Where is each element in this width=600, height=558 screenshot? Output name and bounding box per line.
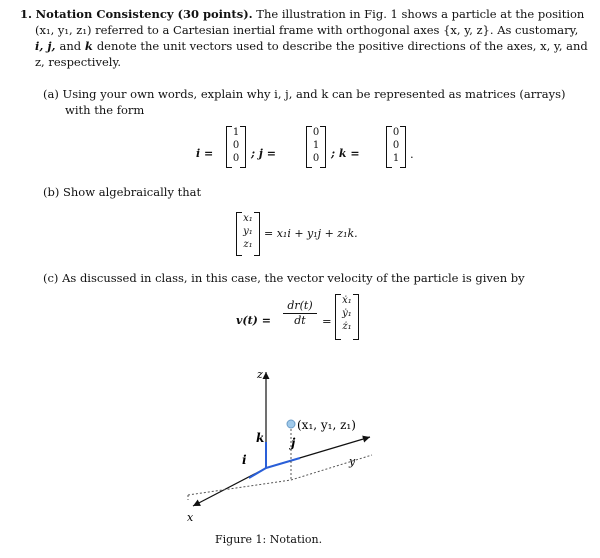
i-matrix-cell: 0 — [232, 140, 240, 151]
projection-y — [291, 455, 372, 480]
intro-line-1: The illustration in Fig. 1 shows a particle at the position — [256, 7, 585, 21]
matrices-end-period: . — [410, 147, 414, 161]
j-equals: ; j = — [251, 147, 276, 160]
j-matrix-cell: 0 — [312, 153, 320, 164]
part-a-label: (a) — [43, 87, 59, 101]
i-matrix-cell: 0 — [232, 153, 240, 164]
intro-line-4: z, respectively. — [35, 55, 122, 69]
intro-line-3: denote the unit vectors used to describe the positive directions of the axes, x, y, and — [96, 39, 588, 53]
intro-vectors-ij: i, j, — [35, 39, 60, 53]
j-matrix-cell: 1 — [312, 140, 320, 151]
fraction-denominator: dt — [294, 314, 306, 327]
problem-title: Notation Consistency (30 points). — [35, 7, 253, 21]
part-c-text: As discussed in class, in this case, the vector velocity of the particle is given by — [62, 271, 525, 285]
part-a-text-1: Using your own words, explain why i, j, and k can be represented as matrices (arrays) — [62, 87, 566, 101]
y-axis-label: y — [349, 455, 356, 468]
j-vector-label: j — [291, 436, 296, 450]
figure-caption: Figure 1: Notation. — [215, 533, 323, 546]
k-matrix-cell: 1 — [392, 153, 400, 164]
z-axis-label: z — [257, 368, 263, 381]
k-matrix-cell: 0 — [392, 127, 400, 138]
part-b-text: Show algebraically that — [63, 185, 202, 199]
position-vector-cell: y₁ — [243, 226, 253, 237]
velocity-cell: ż₁ — [342, 321, 352, 332]
velocity-cell: ẋ₁ — [342, 295, 352, 306]
part-b-rhs: = x₁i + y₁j + z₁k. — [264, 227, 358, 240]
i-matrix-cell: 1 — [232, 127, 240, 138]
i-vector-label: i — [242, 453, 247, 467]
i-equals: i = — [196, 147, 214, 160]
k-matrix-cell: 0 — [392, 140, 400, 151]
i-unit-vector — [249, 468, 266, 478]
part-c-label: (c) — [43, 271, 59, 285]
x-axis-label: x — [187, 511, 194, 524]
velocity-lhs: v(t) = — [236, 314, 271, 327]
velocity-cell: ẏ₁ — [342, 308, 352, 319]
intro-and: and — [59, 39, 85, 53]
part-a-text-2: with the form — [65, 103, 145, 117]
k-equals: ; k = — [331, 147, 360, 160]
problem-number: 1. — [20, 7, 33, 21]
part-b-label: (b) — [43, 185, 60, 199]
velocity-equals: = — [322, 314, 332, 328]
intro-line-2: (x₁, y₁, z₁) referred to a Cartesian inertial frame with orthogonal axes {x, y, z}. As customary, — [35, 23, 579, 37]
fraction-numerator: dr(t) — [283, 299, 317, 314]
position-vector-cell: x₁ — [243, 213, 253, 224]
j-unit-vector — [266, 458, 300, 468]
particle-point — [287, 420, 295, 428]
particle-label: (x₁, y₁, z₁) — [297, 418, 356, 432]
position-vector-cell: z₁ — [243, 239, 253, 250]
k-vector-label: k — [256, 431, 265, 445]
intro-vector-k: k — [84, 39, 97, 53]
j-matrix-cell: 0 — [312, 127, 320, 138]
